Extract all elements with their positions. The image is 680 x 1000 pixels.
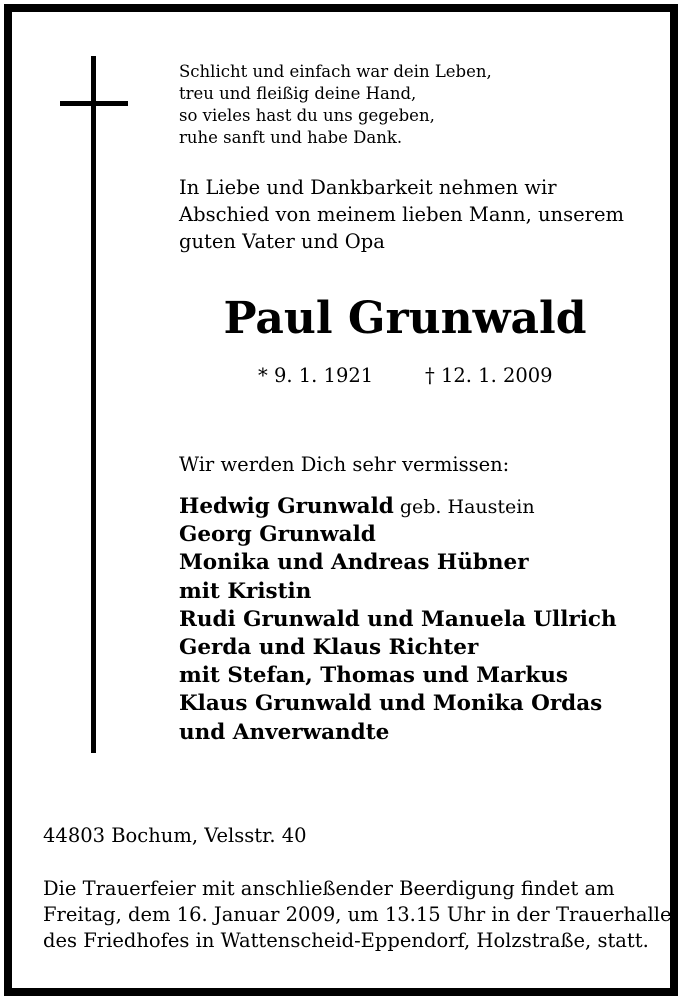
intro-line: Abschied von meinem lieben Mann, unserem (179, 203, 624, 226)
death-date: † 12. 1. 2009 (425, 364, 553, 387)
mourner-line: Georg Grunwald (179, 522, 376, 548)
poem-line: ruhe sanft und habe Dank. (179, 128, 403, 147)
miss-line: Wir werden Dich sehr vermissen: (179, 453, 510, 476)
poem-line: Schlicht und einfach war dein Leben, (179, 62, 492, 81)
poem (179, 61, 619, 149)
mourner-line: und Anverwandte (179, 719, 390, 745)
poem-line: treu und fleißig deine Hand, (179, 84, 417, 103)
poem-line: so vieles hast du uns gegeben, (179, 106, 435, 125)
birth-date: * 9. 1. 1921 (258, 364, 374, 387)
ceremony-info (43, 876, 672, 954)
ceremony-line: Freitag, dem 16. Januar 2009, um 13.15 Uhr in der Trauerhalle (43, 903, 672, 926)
mourner-line: Monika und Andreas Hübner (179, 550, 529, 576)
intro-text (179, 174, 649, 255)
intro-line: guten Vater und Opa (179, 230, 385, 253)
mourner-name: Hedwig Grunwald (179, 494, 394, 519)
family-address: 44803 Bochum, Velsstr. 40 (43, 824, 307, 847)
mourner-line: mit Kristin (179, 578, 312, 604)
ceremony-line: des Friedhofes in Wattenscheid-Eppendorf, Holzstraße, statt. (43, 929, 649, 952)
mourner-line: Klaus Grunwald und Monika Ordas (179, 691, 603, 717)
intro-line: In Liebe und Dankbarkeit nehmen wir (179, 176, 557, 199)
ceremony-line: Die Trauerfeier mit anschließender Beerdigung findet am (43, 877, 615, 900)
mourner-line: Gerda und Klaus Richter (179, 635, 479, 661)
mourner-line: Rudi Grunwald und Manuela Ullrich (179, 606, 617, 632)
mourners-list (179, 493, 617, 747)
maiden-name-note: geb. Haustein (393, 496, 535, 518)
cross-vertical-bar (91, 56, 96, 753)
mourner-line: mit Stefan, Thomas und Markus (179, 663, 568, 689)
cross-horizontal-bar (60, 101, 128, 106)
mourner-line (179, 493, 617, 521)
deceased-name: Paul Grunwald (223, 293, 587, 344)
